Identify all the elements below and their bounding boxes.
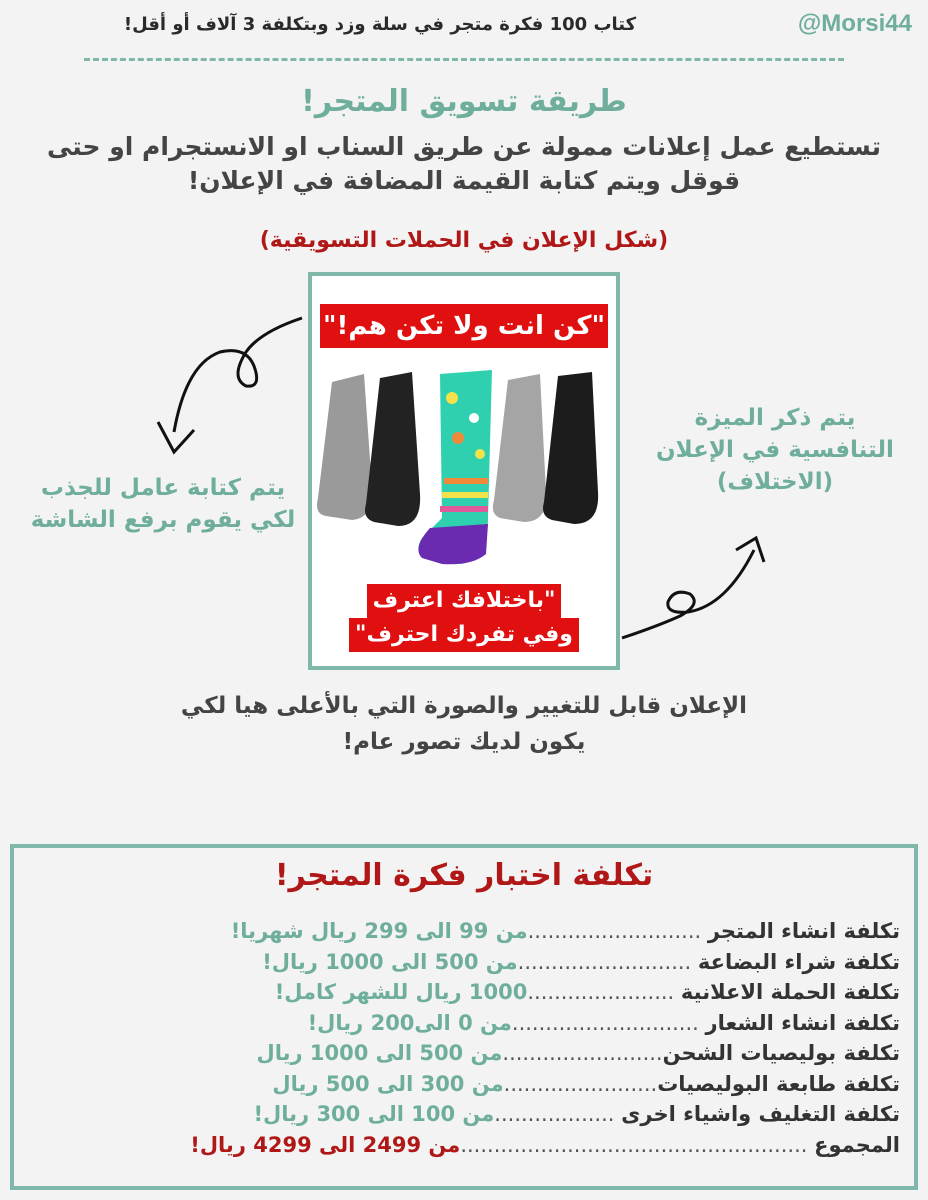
cost-label: تكلفة الحملة الاعلانية bbox=[680, 980, 900, 1004]
cost-value: من 300 الى 500 ريال bbox=[272, 1071, 504, 1096]
ad-headline: "كن انت ولا تكن هم!" bbox=[320, 304, 608, 348]
socks-illustration bbox=[312, 368, 616, 568]
cost-row bbox=[200, 916, 900, 947]
cost-dots: .......................... bbox=[517, 949, 698, 974]
cost-label: تكلفة بوليصيات الشحن bbox=[662, 1041, 900, 1065]
left-note: يتم كتابة عامل للجذب لكي يقوم برفع الشاشة bbox=[30, 475, 296, 533]
ad-caption: (شكل الإعلان في الحملات التسويقية) bbox=[259, 228, 669, 253]
cost-label: تكلفة التغليف واشياء اخرى bbox=[621, 1102, 900, 1126]
cost-dots: ............................ bbox=[511, 1010, 706, 1035]
cost-dots: .................. bbox=[494, 1102, 622, 1126]
cost-dots: ...................... bbox=[527, 980, 681, 1004]
ad-slogan-line1: "باختلافك اعترف bbox=[367, 584, 562, 618]
ad-footnote: الإعلان قابل للتغيير والصورة التي بالأعلى هيا لكي يكون لديك تصور عام! bbox=[180, 693, 748, 755]
cost-row bbox=[200, 1099, 900, 1130]
grey-sock-left bbox=[317, 374, 372, 520]
cost-label: تكلفة انشاء المتجر bbox=[707, 919, 900, 943]
cost-box bbox=[10, 844, 918, 1190]
ad-example-image bbox=[308, 272, 620, 670]
dashed-divider bbox=[84, 58, 844, 61]
cost-dots: .................................................... bbox=[460, 1132, 815, 1157]
cost-label: تكلفة انشاء الشعار bbox=[705, 1010, 900, 1035]
cost-title: تكلفة اختبار فكرة المتجر! bbox=[274, 858, 654, 893]
black-sock-left bbox=[365, 372, 420, 526]
cost-value: من 0 الى200 ريال! bbox=[307, 1010, 512, 1035]
cost-label: تكلفة طابعة البوليصيات bbox=[657, 1071, 900, 1096]
cost-list bbox=[190, 916, 900, 1160]
cost-value: من 99 الى 299 ريال شهريا! bbox=[230, 919, 528, 943]
cost-value: من 500 الى 1000 ريال! bbox=[262, 949, 518, 974]
marketing-intro: تستطيع عمل إعلانات ممولة عن طريق السناب او الانستجرام او حتى قوقل ويتم كتابة القيمة المضافة في الإعلان! bbox=[47, 132, 881, 195]
black-sock-right bbox=[543, 372, 598, 524]
cost-label: المجموع bbox=[814, 1132, 900, 1157]
ad-slogan-line2: وفي تفردك احترف" bbox=[349, 618, 579, 652]
cost-row bbox=[200, 1038, 900, 1069]
grey-sock-right bbox=[493, 374, 546, 522]
cost-dots: ........................ bbox=[502, 1041, 663, 1065]
cost-total-row bbox=[190, 1130, 900, 1161]
cost-row bbox=[200, 1069, 900, 1100]
marketing-title: طريقة تسويق المتجر! bbox=[301, 84, 627, 119]
cost-value: من 100 الى 300 ريال! bbox=[253, 1102, 495, 1126]
cost-row bbox=[200, 947, 900, 978]
right-curved-arrow bbox=[618, 530, 778, 650]
cost-value: من 500 الى 1000 ريال bbox=[256, 1041, 503, 1065]
author-handle[interactable]: @Morsi44 bbox=[797, 10, 912, 37]
right-note: يتم ذكر الميزة التنافسية في الإعلان (الاختلاف) bbox=[656, 405, 894, 495]
book-title: كتاب 100 فكرة متجر في سلة وزد وبتكلفة 3 آلاف أو أقل! bbox=[123, 14, 637, 35]
cost-total-value: من 2499 الى 4299 ريال! bbox=[190, 1132, 461, 1157]
cost-row bbox=[200, 1008, 900, 1039]
cost-label: تكلفة شراء البضاعة bbox=[697, 949, 900, 974]
cost-row bbox=[200, 977, 900, 1008]
cost-value: 1000 ريال للشهر كامل! bbox=[274, 980, 528, 1004]
ad-slogan bbox=[330, 584, 598, 652]
cost-dots: ....................... bbox=[503, 1071, 658, 1096]
left-curved-arrow bbox=[150, 312, 310, 472]
cost-dots: .......................... bbox=[527, 919, 708, 943]
